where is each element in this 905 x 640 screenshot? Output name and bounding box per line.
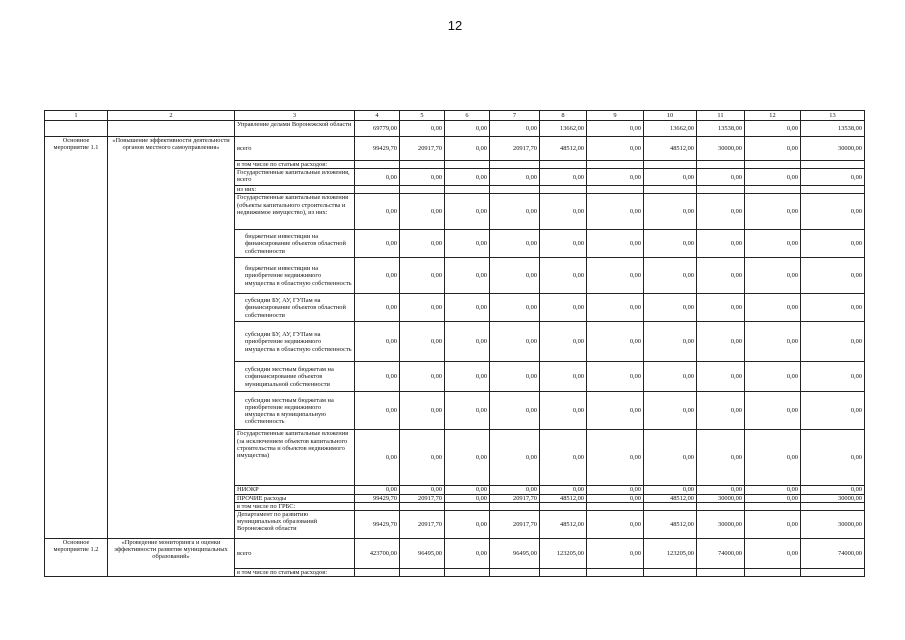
row-label: Государственные капитальные вложения (объекты капитального строительства и недвижимое имущество), из них: (235, 194, 355, 230)
row-label: бюджетные инвестиции на финансирование объектов областной собственности (235, 230, 355, 258)
value-cell: 48512,00 (644, 511, 697, 539)
value-cell: 0,00 (587, 230, 644, 258)
value-cell: 48512,00 (540, 494, 587, 502)
row-label: всего (235, 137, 355, 161)
value-cell: 74000,00 (697, 539, 745, 569)
value-cell: 0,00 (745, 362, 801, 392)
value-cell (490, 186, 540, 194)
value-cell (745, 161, 801, 169)
value-cell: 0,00 (490, 230, 540, 258)
value-cell: 0,00 (644, 230, 697, 258)
value-cell: 0,00 (745, 511, 801, 539)
value-cell: 0,00 (697, 392, 745, 430)
value-cell (400, 569, 445, 577)
value-cell: 123205,00 (540, 539, 587, 569)
value-cell: 69779,00 (355, 121, 400, 137)
page-number: 12 (447, 18, 463, 33)
value-cell: 20917,70 (400, 137, 445, 161)
value-cell: 0,00 (400, 322, 445, 362)
value-cell: 30000,00 (801, 137, 865, 161)
value-cell (355, 186, 400, 194)
value-cell: 0,00 (745, 322, 801, 362)
value-cell: 0,00 (697, 169, 745, 186)
value-cell: 0,00 (697, 430, 745, 486)
row-label: субсидии местным бюджетам на приобретение недвижимого имущества в муниципальную собственность (235, 392, 355, 430)
value-cell: 0,00 (490, 392, 540, 430)
value-cell: 0,00 (587, 430, 644, 486)
value-cell: 0,00 (490, 322, 540, 362)
column-header: 8 (540, 111, 587, 121)
value-cell (445, 502, 490, 510)
table-row (45, 121, 865, 137)
value-cell: 30000,00 (697, 137, 745, 161)
value-cell (587, 502, 644, 510)
column-header: 2 (108, 111, 235, 121)
value-cell (540, 161, 587, 169)
value-cell: 13662,00 (540, 121, 587, 137)
row-label: субсидии БУ, АУ, ГУПам на финансирование объектов областной собственности (235, 294, 355, 322)
value-cell: 0,00 (490, 294, 540, 322)
row-label: Государственные капитальные вложения, всего (235, 169, 355, 186)
value-cell: 0,00 (697, 258, 745, 294)
value-cell: 0,00 (644, 392, 697, 430)
value-cell: 0,00 (490, 362, 540, 392)
value-cell: 0,00 (745, 430, 801, 486)
row-label: Департамент по развитию муниципальных образований Воронежской области (235, 511, 355, 539)
value-cell: 0,00 (745, 137, 801, 161)
value-cell: 0,00 (355, 430, 400, 486)
value-cell: 0,00 (400, 230, 445, 258)
value-cell: 0,00 (587, 194, 644, 230)
value-cell (355, 569, 400, 577)
value-cell: 0,00 (801, 258, 865, 294)
value-cell: 0,00 (400, 486, 445, 494)
value-cell: 96495,00 (490, 539, 540, 569)
value-cell: 13662,00 (644, 121, 697, 137)
value-cell (490, 161, 540, 169)
value-cell: 0,00 (587, 121, 644, 137)
value-cell: 0,00 (355, 362, 400, 392)
value-cell: 0,00 (745, 194, 801, 230)
row-label: бюджетные инвестиции на приобретение недвижимого имущества в областную собственность (235, 258, 355, 294)
value-cell: 0,00 (445, 194, 490, 230)
value-cell (801, 569, 865, 577)
value-cell (355, 161, 400, 169)
value-cell (400, 502, 445, 510)
value-cell (400, 161, 445, 169)
value-cell: 0,00 (540, 362, 587, 392)
value-cell: 0,00 (400, 121, 445, 137)
value-cell (745, 186, 801, 194)
value-cell: 0,00 (587, 392, 644, 430)
value-cell: 0,00 (490, 169, 540, 186)
value-cell (445, 569, 490, 577)
value-cell: 0,00 (644, 430, 697, 486)
value-cell (540, 569, 587, 577)
value-cell: 0,00 (445, 258, 490, 294)
value-cell: 0,00 (644, 194, 697, 230)
value-cell: 0,00 (587, 511, 644, 539)
empty-cell (45, 121, 108, 137)
value-cell (745, 569, 801, 577)
value-cell: 30000,00 (801, 494, 865, 502)
value-cell: 0,00 (400, 294, 445, 322)
value-cell: 0,00 (355, 194, 400, 230)
value-cell: 0,00 (745, 539, 801, 569)
value-cell: 0,00 (355, 486, 400, 494)
value-cell (745, 502, 801, 510)
value-cell: 0,00 (400, 392, 445, 430)
value-cell: 0,00 (644, 258, 697, 294)
value-cell: 0,00 (587, 169, 644, 186)
value-cell (697, 502, 745, 510)
value-cell (540, 186, 587, 194)
empty-cell (108, 121, 235, 137)
value-cell (355, 502, 400, 510)
column-header: 6 (445, 111, 490, 121)
value-cell: 0,00 (445, 539, 490, 569)
value-cell: 99429,70 (355, 511, 400, 539)
value-cell (801, 502, 865, 510)
value-cell: 48512,00 (644, 494, 697, 502)
row-label: субсидии местным бюджетам на софинансирование объектов муниципальной собственности (235, 362, 355, 392)
row-label: Государственные капитальные вложения (за исключением объектов капитального строительства и объектов недвижимого имущества) (235, 430, 355, 486)
value-cell (540, 502, 587, 510)
row-label: в том числе по статьям расходов: (235, 569, 355, 577)
value-cell: 0,00 (490, 121, 540, 137)
value-cell: 0,00 (540, 258, 587, 294)
value-cell (400, 186, 445, 194)
value-cell: 0,00 (445, 362, 490, 392)
value-cell (587, 161, 644, 169)
table-row (45, 137, 865, 161)
value-cell: 99429,70 (355, 137, 400, 161)
value-cell: 0,00 (697, 322, 745, 362)
row-label: Управление делами Воронежской области (235, 121, 355, 137)
column-header: 12 (745, 111, 801, 121)
row-label: всего (235, 539, 355, 569)
value-cell: 20917,70 (400, 494, 445, 502)
value-cell: 20917,70 (400, 511, 445, 539)
value-cell: 0,00 (745, 392, 801, 430)
value-cell: 48512,00 (540, 137, 587, 161)
value-cell: 30000,00 (697, 511, 745, 539)
value-cell: 20917,70 (490, 511, 540, 539)
value-cell: 0,00 (801, 322, 865, 362)
value-cell: 0,00 (587, 137, 644, 161)
value-cell: 0,00 (400, 362, 445, 392)
value-cell (697, 569, 745, 577)
value-cell: 13538,00 (697, 121, 745, 137)
value-cell: 0,00 (445, 392, 490, 430)
value-cell (644, 502, 697, 510)
column-header: 5 (400, 111, 445, 121)
table-row (45, 539, 865, 569)
measure-code-cell: Основное мероприятие 1.2 (45, 539, 108, 577)
value-cell: 0,00 (644, 169, 697, 186)
value-cell: 0,00 (540, 322, 587, 362)
column-header: 13 (801, 111, 865, 121)
value-cell: 0,00 (587, 539, 644, 569)
row-label: субсидии БУ, АУ, ГУПам на приобретение недвижимого имущества в областную собственность (235, 322, 355, 362)
value-cell: 99429,70 (355, 494, 400, 502)
value-cell: 0,00 (540, 169, 587, 186)
row-label: в том числе по ГРБС: (235, 502, 355, 510)
value-cell: 0,00 (697, 362, 745, 392)
column-header: 1 (45, 111, 108, 121)
measure-title-cell: «Проведение мониторинга и оценки эффективности развития муниципальных образований» (108, 539, 235, 577)
value-cell: 0,00 (355, 258, 400, 294)
value-cell: 0,00 (587, 322, 644, 362)
value-cell: 0,00 (540, 430, 587, 486)
column-header: 7 (490, 111, 540, 121)
column-header: 10 (644, 111, 697, 121)
value-cell: 0,00 (745, 294, 801, 322)
value-cell (644, 569, 697, 577)
value-cell (490, 569, 540, 577)
value-cell: 0,00 (445, 294, 490, 322)
value-cell: 0,00 (745, 494, 801, 502)
value-cell: 0,00 (540, 486, 587, 494)
value-cell: 0,00 (400, 169, 445, 186)
value-cell: 0,00 (801, 294, 865, 322)
value-cell: 0,00 (445, 486, 490, 494)
value-cell: 0,00 (587, 258, 644, 294)
value-cell: 0,00 (801, 194, 865, 230)
value-cell: 0,00 (445, 230, 490, 258)
value-cell: 0,00 (801, 392, 865, 430)
value-cell (697, 186, 745, 194)
value-cell: 0,00 (801, 362, 865, 392)
value-cell: 0,00 (745, 486, 801, 494)
value-cell: 0,00 (644, 294, 697, 322)
value-cell: 0,00 (540, 230, 587, 258)
value-cell: 0,00 (355, 392, 400, 430)
value-cell: 0,00 (490, 194, 540, 230)
row-label: ПРОЧИЕ расходы (235, 494, 355, 502)
column-header: 9 (587, 111, 644, 121)
value-cell: 0,00 (400, 430, 445, 486)
value-cell: 0,00 (801, 230, 865, 258)
value-cell: 0,00 (801, 169, 865, 186)
value-cell: 0,00 (490, 258, 540, 294)
measure-title-cell: «Повышение эффективности деятельности органов местного самоуправления» (108, 137, 235, 539)
value-cell: 123205,00 (644, 539, 697, 569)
value-cell: 0,00 (540, 194, 587, 230)
value-cell: 0,00 (540, 294, 587, 322)
value-cell: 0,00 (801, 430, 865, 486)
value-cell: 0,00 (490, 486, 540, 494)
value-cell: 0,00 (587, 486, 644, 494)
value-cell: 0,00 (697, 194, 745, 230)
value-cell: 20917,70 (490, 137, 540, 161)
value-cell: 30000,00 (801, 511, 865, 539)
value-cell: 0,00 (644, 362, 697, 392)
value-cell: 0,00 (587, 294, 644, 322)
row-label: из них: (235, 186, 355, 194)
value-cell: 0,00 (697, 230, 745, 258)
value-cell (644, 161, 697, 169)
value-cell: 0,00 (355, 230, 400, 258)
value-cell: 0,00 (400, 194, 445, 230)
value-cell: 0,00 (355, 322, 400, 362)
expenditure-table (44, 110, 865, 577)
value-cell (587, 186, 644, 194)
value-cell (587, 569, 644, 577)
value-cell: 74000,00 (801, 539, 865, 569)
value-cell: 0,00 (400, 258, 445, 294)
value-cell: 20917,70 (490, 494, 540, 502)
row-label: в том числе по статьям расходов: (235, 161, 355, 169)
column-header: 11 (697, 111, 745, 121)
value-cell: 0,00 (644, 486, 697, 494)
value-cell: 0,00 (644, 322, 697, 362)
value-cell: 0,00 (445, 121, 490, 137)
value-cell: 0,00 (697, 486, 745, 494)
value-cell: 0,00 (745, 258, 801, 294)
value-cell: 0,00 (801, 486, 865, 494)
value-cell: 30000,00 (697, 494, 745, 502)
value-cell (445, 161, 490, 169)
value-cell: 0,00 (587, 362, 644, 392)
value-cell (801, 161, 865, 169)
value-cell: 423700,00 (355, 539, 400, 569)
value-cell: 96495,00 (400, 539, 445, 569)
row-label: НИОКР (235, 486, 355, 494)
value-cell: 48512,00 (540, 511, 587, 539)
header-row (45, 111, 865, 121)
value-cell (801, 186, 865, 194)
measure-code-cell: Основное мероприятие 1.1 (45, 137, 108, 539)
value-cell: 0,00 (490, 430, 540, 486)
value-cell: 0,00 (745, 121, 801, 137)
value-cell (445, 186, 490, 194)
value-cell: 0,00 (697, 294, 745, 322)
value-cell: 0,00 (540, 392, 587, 430)
value-cell (697, 161, 745, 169)
value-cell: 0,00 (445, 494, 490, 502)
value-cell: 13538,00 (801, 121, 865, 137)
value-cell: 0,00 (445, 322, 490, 362)
value-cell: 0,00 (587, 494, 644, 502)
value-cell (644, 186, 697, 194)
value-cell: 0,00 (445, 511, 490, 539)
column-header: 3 (235, 111, 355, 121)
value-cell: 48512,00 (644, 137, 697, 161)
value-cell: 0,00 (355, 169, 400, 186)
value-cell: 0,00 (355, 294, 400, 322)
value-cell (490, 502, 540, 510)
value-cell: 0,00 (445, 430, 490, 486)
value-cell: 0,00 (745, 169, 801, 186)
value-cell: 0,00 (445, 137, 490, 161)
value-cell: 0,00 (445, 169, 490, 186)
column-header: 4 (355, 111, 400, 121)
value-cell: 0,00 (745, 230, 801, 258)
